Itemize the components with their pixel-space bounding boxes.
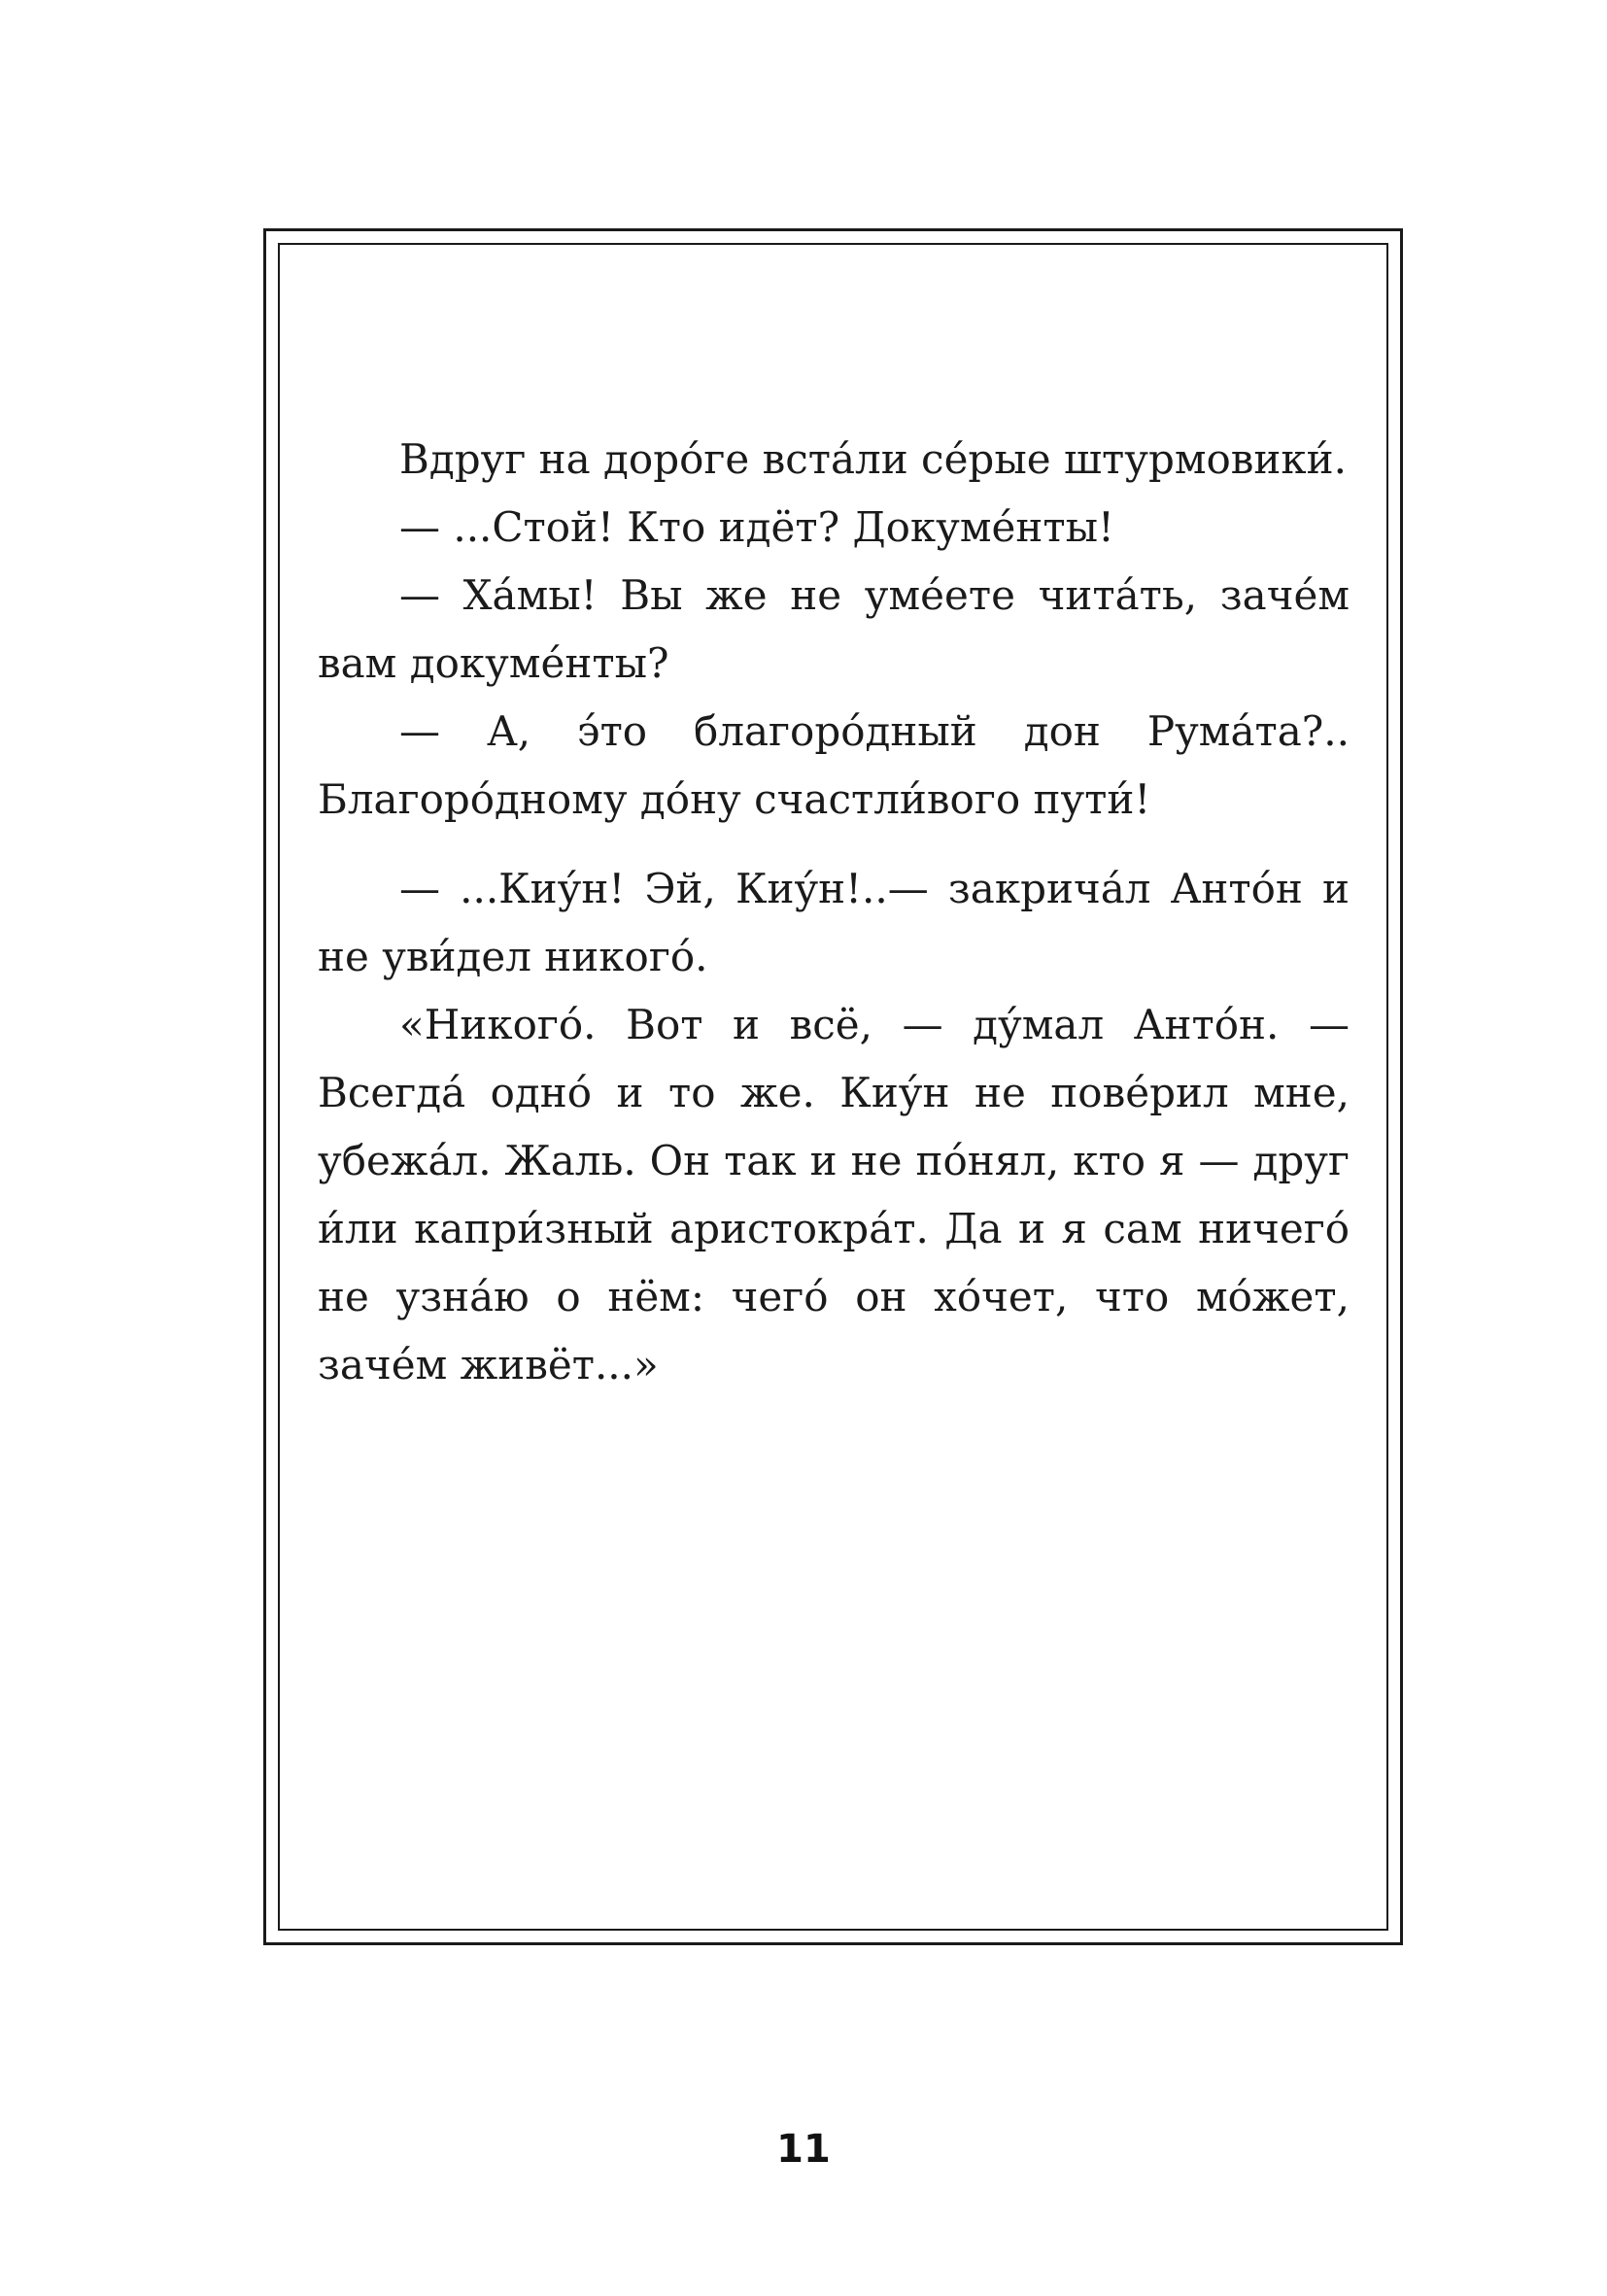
page-number: 11 — [776, 2127, 831, 2172]
paragraph-5: — ...Киу́н! Эй, Киу́н!..— закрича́л Анто́н и не уви́дел никого́. — [318, 865, 1350, 980]
paragraph-3: — Ха́мы! Вы же не уме́ете чита́ть, заче́м вам докуме́нты? — [318, 571, 1350, 687]
paragraph-1: Вдруг на доро́ге вста́ли се́рые штурмовики́. — [399, 435, 1348, 483]
paragraph-6: «Никого́. Вот и всё, — ду́мал Анто́н. — Всегда́ одно́ и то же. Киу́н не пове́рил мне, убежа́л. Жаль. Он так и не по́нял, кто я — друг и́ли капри́зный аристокра́т. Да и я сам ничего́ не узна́ю о нём: чего́ он хо́чет, что мо́жет, заче́м живёт...» — [318, 1001, 1350, 1388]
body-text — [318, 426, 1350, 1399]
paragraph-2: — ...Стой! Кто идёт? Докуме́нты! — [399, 503, 1114, 551]
paragraph-4: — А, э́то благоро́дный дон Рума́та?.. Благоро́дному до́ну счастли́вого пути́! — [318, 707, 1350, 823]
